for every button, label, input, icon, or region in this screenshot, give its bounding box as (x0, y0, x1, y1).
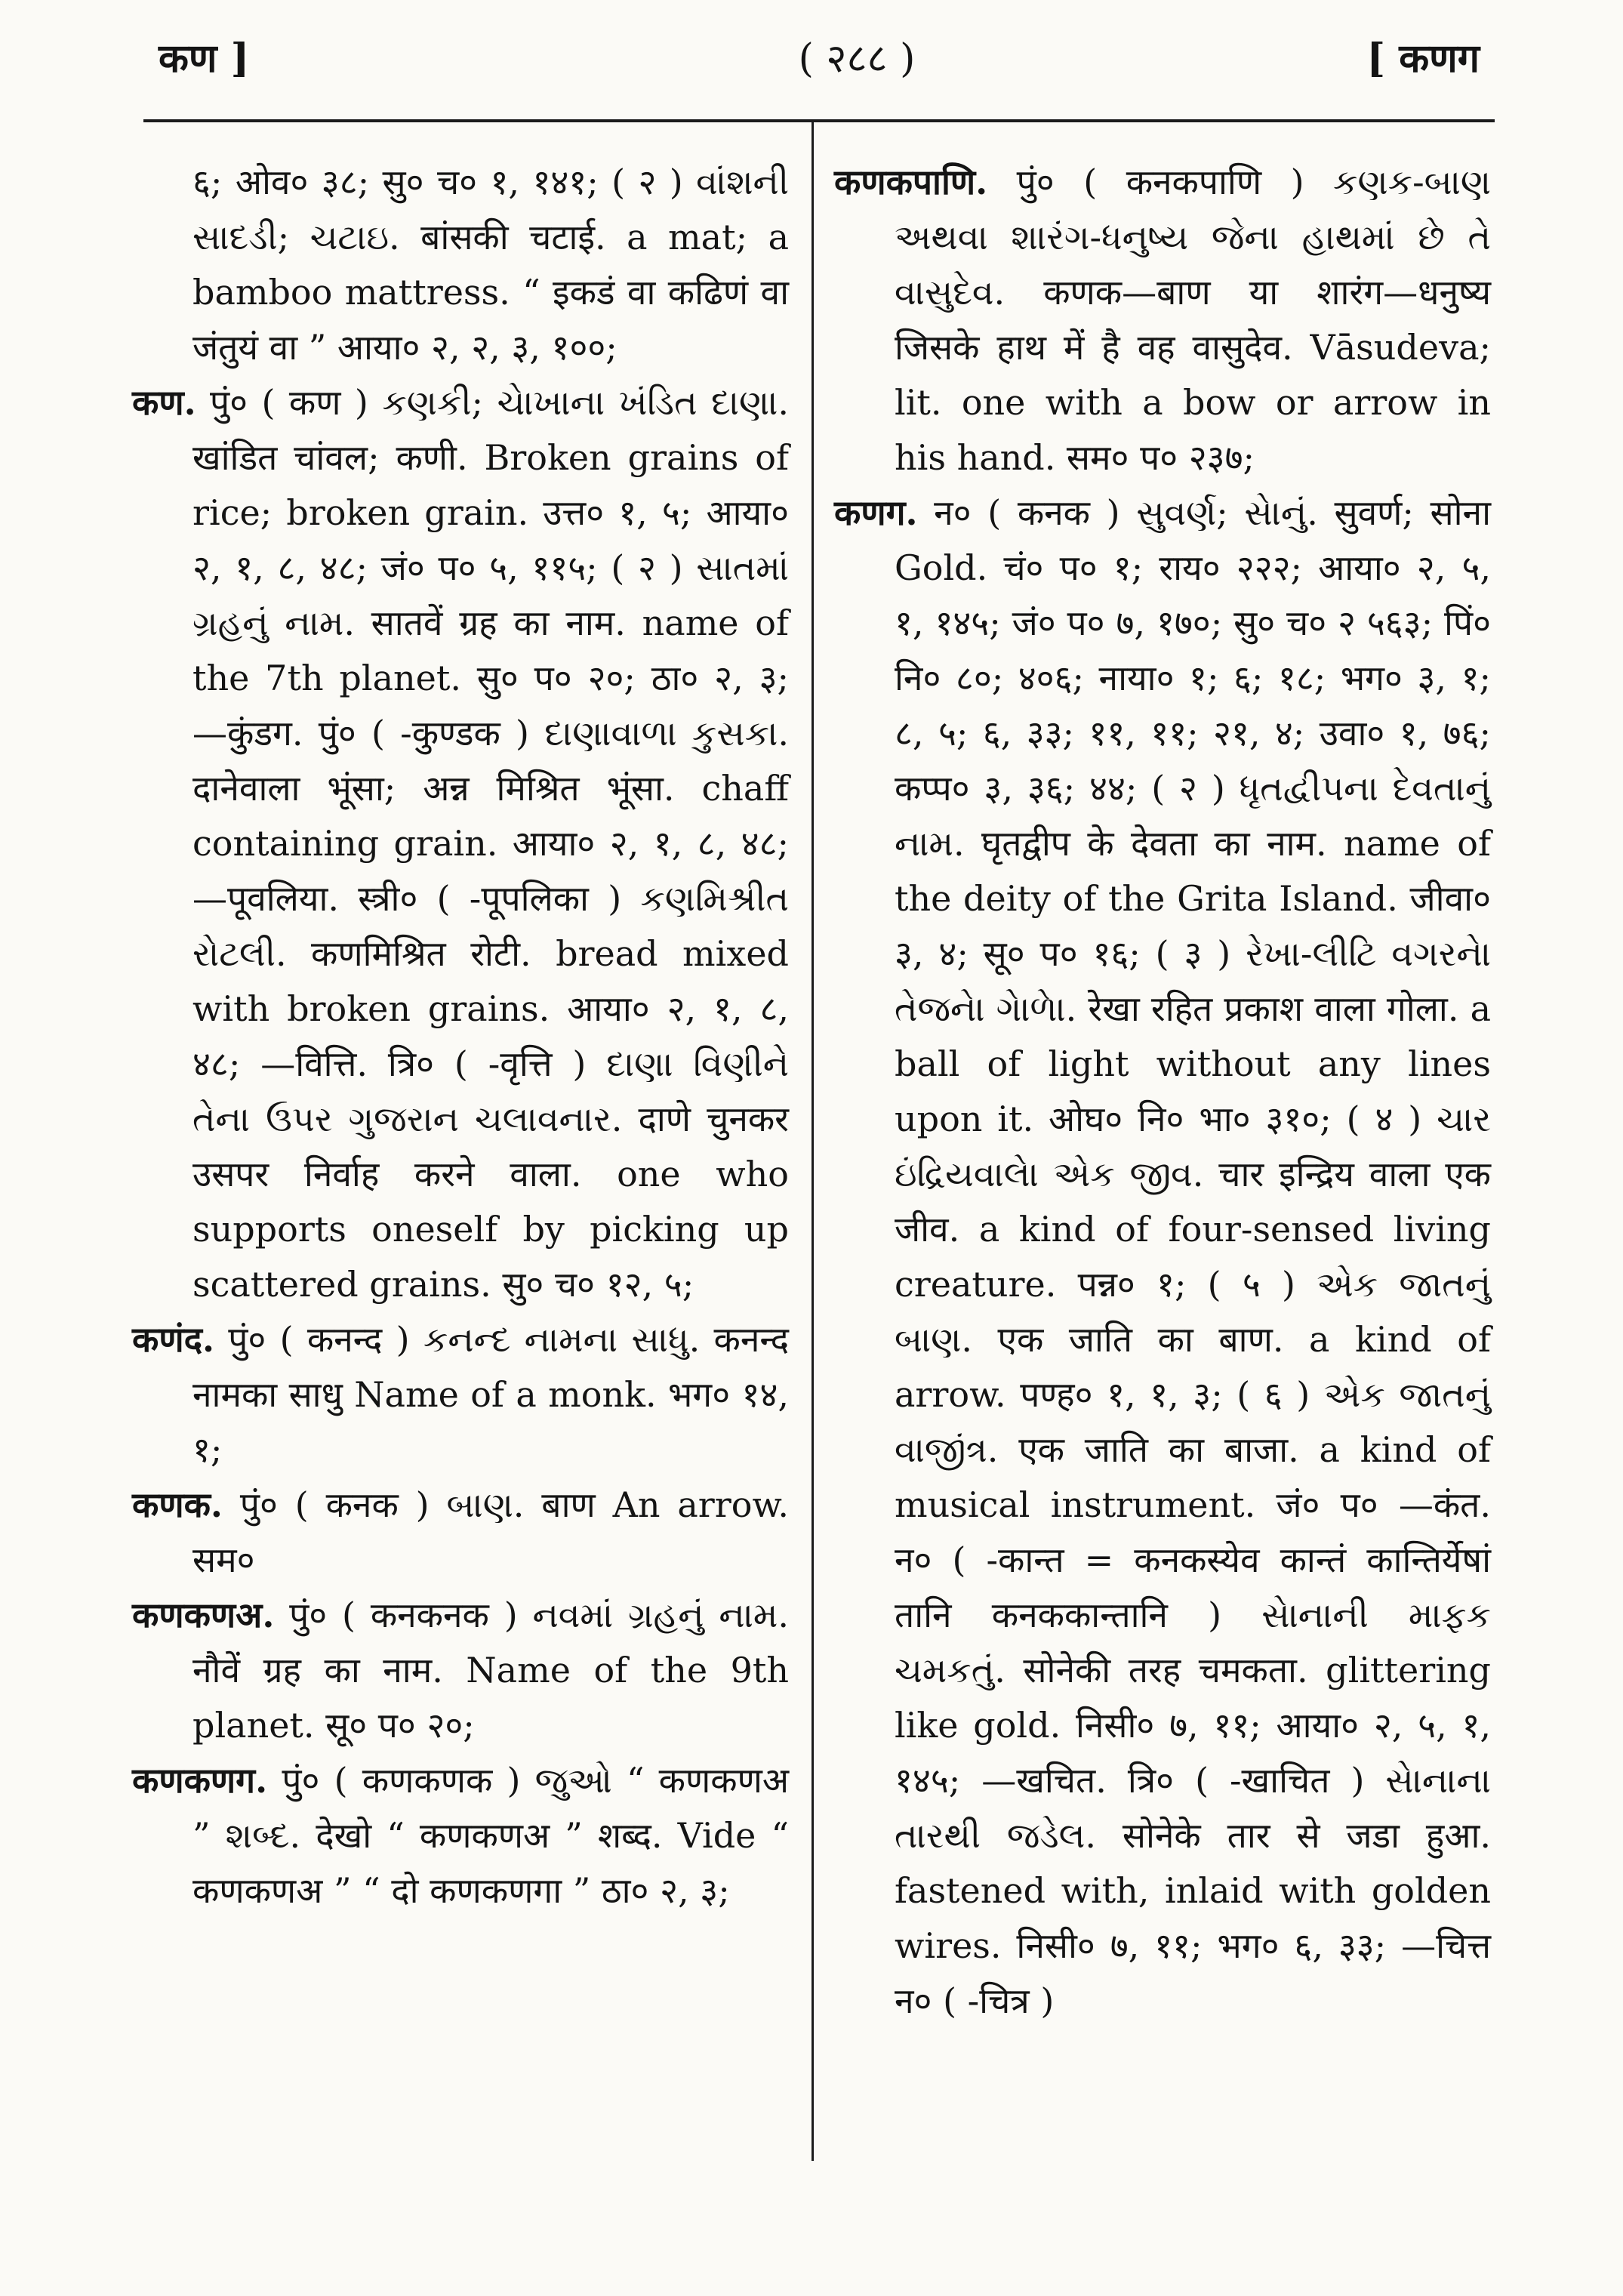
header-right-guideword: [ कणग (1366, 35, 1480, 82)
entry-kanand (132, 1312, 789, 1478)
right-column (834, 155, 1491, 2029)
entry-headword: कणक. (132, 1484, 223, 1525)
column-divider (812, 122, 814, 2161)
entry-text: पुं० ( कनन्द ) કનન્દ નામના સાધુ. कनन्द नामका साधु Name of a monk. भग० १४, १; (192, 1319, 789, 1470)
entry-headword: कणकणग. (132, 1760, 268, 1801)
entry-text: पुं० ( कनकनक ) નવમાં ગ્રહનું નામ. नौवें ग्रह का नाम. Name of the 9th planet. सू० प० २०; (192, 1595, 789, 1746)
page-number: ( २८८ ) (798, 36, 916, 82)
entry-text: पुं० ( कनकपाणि ) કણક-બાણ અથવા શારંગ-ધનુષ્ય જેના હાથમાં છે તે વાસુદેવ. कणक—बाण या शारंग—धनुष्य जिसके हाथ में है वह वासुदेव. Vāsudeva; lit. one with a bow or arrow in his hand. सम० प० २३७; (895, 162, 1491, 478)
entry-text: पुं० ( कण ) કણકી; ચેાખાના ખંડિત દાણા. खांडित चांवल; कणी. Broken grains of rice; broken grain. उत्त० १, ५; आया० २, १, ८, ४८; जं० प० ५, ११५; ( २ ) સાતમાં ગ્રહનું નામ. सातवें ग्रह का नाम. name of the 7th planet. सु० प० २०; ठा० २, ३; —कुंडग. पुं० ( -कुण्डक ) દાણાવાળા કુસકા. दानेवाला भूंसा; अन्न मिश्रित भूंसा. chaff containing grain. आया० २, १, ८, ४८; —पूवलिया. स्त्री० ( -पूपलिका ) કણમિશ્રીત રોટલી. कणमिश्रित रोटी. bread mixed with broken grains. आया० २, १, ८, ४८; —वित्ति. त्रि० ( -वृत्ति ) દાણા વિણીને તેના ઉપર ગુજરાન ચલાવનાર. दाणे चुनकर उसपर निर्वाह करने वाला. one who supports oneself by picking up scattered grains. सु० च० १२, ५; (192, 382, 789, 1305)
left-column (132, 155, 789, 1918)
header-rule (143, 119, 1495, 122)
entry-headword: कणग. (834, 492, 918, 533)
entry-kanak (132, 1478, 789, 1588)
entry-kanakanaa (132, 1588, 789, 1753)
entry-text: ६; ओव० ३८; सु० च० १, १४१; ( २ ) વાંશની સાદડી; ચટાઇ. बांसकी चटाई. a mat; a bamboo mattress. “ इकडं वा कढिणं वा जंतुयं वा ” आया० २, २, ३, १००; (192, 162, 789, 368)
entry-kanakanag (132, 1753, 789, 1918)
entry-text: पुं० ( कणकणक ) જુઓ “ कणकणअ ” શબ્દ. देखो “ कणकणअ ” शब्द. Vide “ कणकणअ ” “ दो कणकणगा ” ठा० २, ३; (192, 1760, 789, 1911)
entry-headword: कणकपाणि. (834, 162, 988, 202)
left-entry-continuation (132, 155, 789, 375)
entry-text: पुं० ( कनक ) બાણ. बाण An arrow. सम० (192, 1484, 789, 1580)
entry-kanakapani (834, 155, 1491, 485)
header-left-guideword: कण ] (159, 35, 250, 82)
entry-headword: कणंद. (132, 1319, 215, 1360)
entry-headword: कण. (132, 382, 196, 423)
page-header (143, 29, 1495, 97)
entry-text: न० ( कनक ) સુવર્ણ; સેાનું. सुवर्ण; सोना Gold. चं० प० १; राय० २२२; आया० २, ५, १, १४५; जं० प० ७, १७०; सु० च० २ ५६३; पिं० नि० ८०; ४०६; नाया० १; ६; १८; भग० ३, १; ८, ५; ६, ३३; ११, ११; २१, ४; उवा० १, ७६; कप्प० ३, ३६; ४४; ( २ ) ધૃતદ્વીપના દેવતાનું નામ. घृतद्वीप के देवता का नाम. name of the deity of the Grita Island. जीवा० ३, ४; सू० प० १६; ( ३ ) રેખા-લીટિ વગરનેા તેજનેા ગેાળેા. रेखा रहित प्रकाश वाला गोला. a ball of light without any lines upon it. ओघ० नि० भा० ३१०; ( ४ ) ચાર ઇંદ્રિયવાલેા એક જીવ. चार इन्द्रिय वाला एक जीव. a kind of four-sensed living creature. पन्न० १; ( ५ ) એક જાતનું બાણ. एक जाति का बाण. a kind of arrow. पण्ह० १, १, ३; ( ६ ) એક જાતનું વાજીંત્ર. एक जाति का बाजा. a kind of musical instrument. जं० प० —कंत. न० ( -कान्त = कनकस्येव कान्तं कान्तिर्येषां तानि कनककान्तानि ) સેાનાની માફક ચમકતું. सोनेकी तरह चमकता. glittering like gold. निसी० ७, ११; आया० २, ५, १, १४५; —खचित. त्रि० ( -खाचित ) સેાનાના તારથી જડેલ. सोनेके तार से जडा हुआ. fastened with, inlaid with golden wires. निसी० ७, ११; भग० ६, ३३; —चित्त न० ( -चित्र ) (895, 492, 1491, 2021)
entry-headword: कणकणअ. (132, 1595, 275, 1635)
entry-kana (132, 375, 789, 1312)
entry-kanag (834, 485, 1491, 2029)
